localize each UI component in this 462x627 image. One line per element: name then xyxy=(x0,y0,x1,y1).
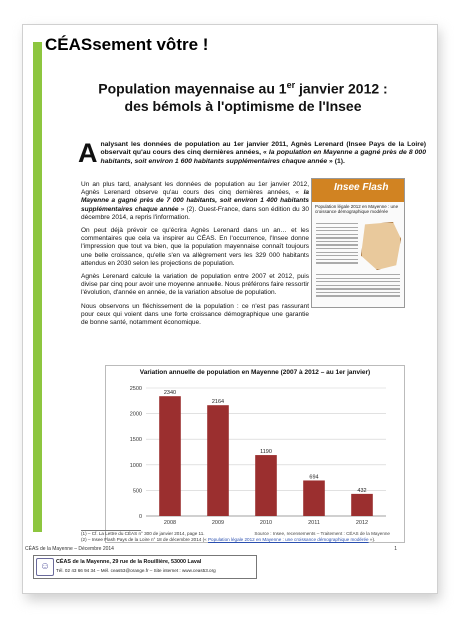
x-tick-label: 2011 xyxy=(308,520,320,526)
bar xyxy=(303,480,325,516)
footnote-1: (1) – Cf. La Lettre du CÉAS n° 300 de janvier 2014, page 11. xyxy=(81,531,205,536)
insee-flash-thumbnail xyxy=(311,178,405,308)
lead-quote: la population en Mayenne a gagné près de 8 000 habitants, soit environ 1 600 habitants supplémentaires chaque année xyxy=(100,149,426,165)
lead-text-1: nalysant les données de population au 1er janvier 2011, Agnès Lerenard (Insee Pays de la Loire) observait qu'au cours des cinq dernières années, « xyxy=(100,141,426,157)
title-line1-post: janvier 2012 : xyxy=(295,80,388,97)
accent-bar xyxy=(33,42,42,532)
thumbnail-text-lines xyxy=(316,223,358,266)
newsletter-brand: CÉASsement vôtre ! xyxy=(45,35,209,54)
data-label: 1190 xyxy=(260,449,272,456)
data-label: 2164 xyxy=(211,399,225,406)
contact-details: Tél. 02 43 66 94 34 – Mél. ceas53@orange.fr – Site internet : www.ceas53.org xyxy=(56,568,216,573)
y-tick-label: 2500 xyxy=(129,386,142,392)
map-image xyxy=(361,222,401,270)
footnote-2 xyxy=(81,537,421,543)
drop-cap: A xyxy=(78,138,98,168)
footnote-2-text-b: »). xyxy=(368,537,376,542)
footnote-2-text-a: (2) – Insee Flash Pays de la Loire n° 18 de décembre 2014 (« xyxy=(81,537,208,542)
paragraph-3: Agnès Lerenard calcule la variation de population entre 2007 et 2012, puis divise par cinq pour avoir une moyenne annuelle. Nous préférons faire ressortir l'évolution, d'année en année, de la variation absolue de population. xyxy=(81,273,309,297)
p1-quote: la Mayenne a gagné près de 7 000 habitants, soit environ 1 400 habitants supplémentaires chaque année xyxy=(81,189,309,213)
y-tick-label: 0 xyxy=(138,514,142,520)
data-label: 432 xyxy=(357,487,367,494)
contact-address: CÉAS de la Mayenne, 29 rue de la Rouillière, 53000 Laval xyxy=(56,559,202,565)
document-page xyxy=(22,24,438,594)
bar xyxy=(255,455,277,516)
bar xyxy=(351,494,373,516)
footnote-2-link[interactable]: Population légale 2012 en Mayenne : une croissance démographique modérée xyxy=(207,537,369,542)
thumbnail-text-lines-2 xyxy=(316,274,400,299)
x-tick-label: 2010 xyxy=(259,520,273,526)
x-tick-label: 2009 xyxy=(211,520,225,526)
y-tick-label: 1500 xyxy=(129,437,142,444)
data-label: 694 xyxy=(309,474,319,481)
y-tick-label: 500 xyxy=(132,488,142,495)
thumbnail-subtitle: Population légale 2012 en Mayenne : une croissance démographique modérée xyxy=(315,204,399,215)
title-sup: er xyxy=(286,80,296,90)
page-number: 1 xyxy=(394,546,397,552)
p1-text-b: » (2). Ouest-France, dans son édition du 30 décembre 2014, a repris l'information. xyxy=(81,205,310,221)
body-text xyxy=(81,181,309,332)
ceas-logo-icon: ☺ xyxy=(36,558,54,576)
x-tick-label: 2012 xyxy=(355,520,369,526)
lead-text-2: » (1). xyxy=(327,157,345,165)
bar xyxy=(159,396,181,516)
footer-text: CÉAS de la Mayenne – Décembre 2014 xyxy=(25,546,114,552)
data-label: 2340 xyxy=(163,390,177,397)
chart-title: Variation annuelle de population en Mayenne (2007 à 2012 – au 1er janvier) xyxy=(139,369,371,376)
bar xyxy=(207,405,229,516)
chart-svg xyxy=(106,366,404,542)
y-tick-label: 2000 xyxy=(129,411,142,418)
paragraph-2: On peut déjà prévoir ce qu'écrira Agnès Lerenard dans un an… et les commentaires que cela va inspirer au CÉAS. En l'occurrence, l'Insee donne l'impression que tout va bien, que la population mayennaise connaît toujours une belle croissance, qu'elle s'en va allègrement vers les 329 000 habitants attendus en 2030 selon les projections de population. xyxy=(81,227,309,267)
footnotes xyxy=(81,531,421,543)
paragraph-4: Nous observons un fléchissement de la population : ce n'est pas rassurant pour ceux qui voient dans une forte croissance démographique une garantie de bonne santé, notamment économique. xyxy=(81,302,309,327)
thumbnail-header: Insee Flash xyxy=(312,179,404,202)
page-title xyxy=(63,77,423,115)
title-line1-pre: Population mayennaise au 1 xyxy=(98,80,287,97)
p1-text-a: Un an plus tard, analysant les données de population au 1er janvier 2012, Agnès Lerenard observe qu'au cours des cinq dernières années, « xyxy=(81,181,309,197)
y-tick-label: 1000 xyxy=(129,462,142,469)
population-chart xyxy=(105,365,405,543)
contact-box xyxy=(33,555,257,579)
x-tick-label: 2008 xyxy=(163,520,177,526)
lead-paragraph xyxy=(78,138,426,168)
title-line2: des bémols à l'optimisme de l'Insee xyxy=(124,97,362,114)
chart-source: Source : Insee, recensements – Traitement : CÉAS de la Mayenne xyxy=(254,531,390,536)
paragraph-1 xyxy=(81,181,309,222)
